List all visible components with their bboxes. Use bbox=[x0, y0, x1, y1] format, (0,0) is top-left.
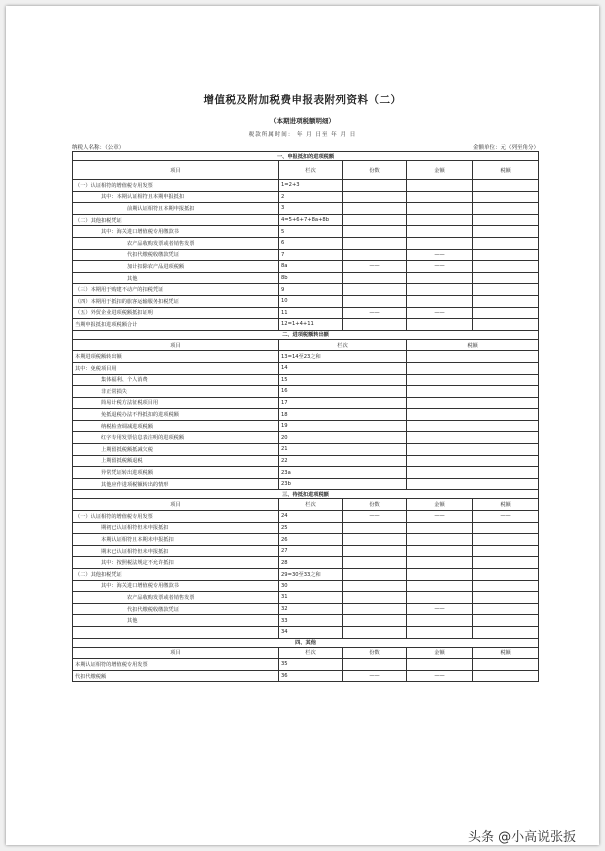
table-row bbox=[73, 284, 539, 296]
tax-cell[interactable] bbox=[473, 615, 539, 627]
count-cell[interactable] bbox=[343, 592, 407, 604]
count-cell[interactable] bbox=[343, 522, 407, 534]
tax-cell[interactable] bbox=[473, 226, 539, 238]
row-label: 简易计税方法征税项目用 bbox=[73, 397, 279, 409]
table-row bbox=[73, 180, 539, 192]
tax-period: 税款所属时间： 年 月 日至 年 月 日 bbox=[248, 132, 357, 138]
table-row bbox=[73, 237, 539, 249]
tax-cell[interactable] bbox=[407, 409, 539, 421]
tax-cell[interactable] bbox=[473, 203, 539, 215]
amount-cell[interactable] bbox=[407, 557, 473, 569]
amount-cell[interactable] bbox=[407, 237, 473, 249]
amount-cell[interactable] bbox=[407, 534, 473, 546]
table-row bbox=[73, 670, 539, 682]
table-row bbox=[73, 420, 539, 432]
tax-cell[interactable] bbox=[473, 180, 539, 192]
header-tax: 税额 bbox=[407, 339, 539, 351]
table-row bbox=[73, 659, 539, 671]
table-row bbox=[73, 626, 539, 638]
form-title: 增值税及附加税费申报表附列资料（二） bbox=[203, 94, 402, 106]
amount-cell[interactable] bbox=[407, 626, 473, 638]
count-cell[interactable] bbox=[343, 545, 407, 557]
count-cell[interactable] bbox=[343, 626, 407, 638]
row-label: 红字专用发票信息表注明的进项税额 bbox=[73, 432, 279, 444]
count-cell[interactable] bbox=[343, 557, 407, 569]
tax-cell[interactable] bbox=[473, 249, 539, 261]
row-label: 其他 bbox=[73, 272, 279, 284]
tax-cell[interactable] bbox=[473, 214, 539, 226]
row-line: 12=1+4+11 bbox=[279, 319, 343, 331]
row-line: 5 bbox=[279, 226, 343, 238]
row-line: 23a bbox=[279, 467, 407, 479]
row-line: 27 bbox=[279, 545, 343, 557]
row-label: 其中：按照税法规定不允许抵扣 bbox=[73, 557, 279, 569]
row-line: 4=5+6+7+8a+8b bbox=[279, 214, 343, 226]
tax-cell[interactable] bbox=[473, 295, 539, 307]
tax-cell[interactable] bbox=[473, 670, 539, 682]
row-label: 代扣代缴税收缴款凭证 bbox=[73, 249, 279, 261]
header-line: 栏次 bbox=[279, 161, 343, 180]
amount-na-cell: —— bbox=[407, 511, 473, 523]
row-line: 22 bbox=[279, 455, 407, 467]
tax-cell[interactable] bbox=[473, 603, 539, 615]
table-row bbox=[73, 603, 539, 615]
amount-cell[interactable] bbox=[407, 659, 473, 671]
amount-cell[interactable] bbox=[407, 319, 473, 331]
row-label: 本期认证相符的增值税专用发票 bbox=[73, 659, 279, 671]
row-line: 18 bbox=[279, 409, 407, 421]
row-line: 15 bbox=[279, 374, 407, 386]
header-item: 项目 bbox=[73, 161, 279, 180]
row-label: 代扣代缴税额 bbox=[73, 670, 279, 682]
table-row bbox=[73, 522, 539, 534]
table-row bbox=[73, 397, 539, 409]
table-row bbox=[73, 534, 539, 546]
tax-cell[interactable] bbox=[407, 386, 539, 398]
table-row bbox=[73, 362, 539, 374]
row-line: 26 bbox=[279, 534, 343, 546]
tax-cell[interactable] bbox=[473, 626, 539, 638]
row-line: 13=14至23之和 bbox=[279, 351, 407, 363]
table-row bbox=[73, 351, 539, 363]
tax-cell[interactable] bbox=[407, 432, 539, 444]
header-amount: 金额 bbox=[407, 647, 473, 659]
table-row bbox=[73, 409, 539, 421]
header-amount: 金额 bbox=[407, 499, 473, 511]
table-row bbox=[73, 569, 539, 581]
row-line: 32 bbox=[279, 603, 343, 615]
row-label: 其他 bbox=[73, 615, 279, 627]
count-cell[interactable] bbox=[343, 569, 407, 581]
header-amount: 金额 bbox=[407, 161, 473, 180]
row-label: 上期留抵税额抵减欠税 bbox=[73, 444, 279, 456]
table-header-row bbox=[73, 339, 539, 351]
row-line: 19 bbox=[279, 420, 407, 432]
amount-cell[interactable] bbox=[407, 203, 473, 215]
row-line: 30 bbox=[279, 580, 343, 592]
amount-cell[interactable] bbox=[407, 592, 473, 604]
header-count: 份数 bbox=[343, 161, 407, 180]
tax-cell[interactable] bbox=[473, 319, 539, 331]
header-item: 项目 bbox=[73, 499, 279, 511]
table-row bbox=[73, 615, 539, 627]
section-title: 四、其他 bbox=[73, 638, 539, 647]
taxpayer-name-label: 纳税人名称：（公章） bbox=[72, 145, 125, 151]
count-cell[interactable] bbox=[343, 180, 407, 192]
count-cell[interactable] bbox=[343, 534, 407, 546]
amount-cell[interactable] bbox=[407, 522, 473, 534]
count-cell[interactable] bbox=[343, 203, 407, 215]
amount-na-cell: —— bbox=[407, 249, 473, 261]
tax-cell[interactable] bbox=[473, 237, 539, 249]
amount-cell[interactable] bbox=[407, 545, 473, 557]
row-line: 7 bbox=[279, 249, 343, 261]
row-label: （一）认证相符的增值税专用发票 bbox=[73, 511, 279, 523]
row-label: 前期认证相符且本期申报抵扣 bbox=[73, 203, 279, 215]
table-row bbox=[73, 478, 539, 490]
document-page bbox=[6, 6, 599, 845]
amount-cell[interactable] bbox=[407, 226, 473, 238]
tax-cell[interactable] bbox=[473, 522, 539, 534]
table-row bbox=[73, 580, 539, 592]
table-row bbox=[73, 249, 539, 261]
header-tax: 税额 bbox=[473, 161, 539, 180]
tax-cell[interactable] bbox=[473, 580, 539, 592]
amount-unit-label: 金额单位：元（列至角分） bbox=[472, 145, 539, 151]
row-label: 免抵退税办法不得抵扣的进项税额 bbox=[73, 409, 279, 421]
row-label: （二）其他扣税凭证 bbox=[73, 214, 279, 226]
amount-na-cell: —— bbox=[407, 603, 473, 615]
row-line: 24 bbox=[279, 511, 343, 523]
header-count: 份数 bbox=[343, 647, 407, 659]
row-line: 6 bbox=[279, 237, 343, 249]
count-cell[interactable] bbox=[343, 603, 407, 615]
tax-cell[interactable] bbox=[473, 284, 539, 296]
tax-cell[interactable] bbox=[473, 592, 539, 604]
amount-cell[interactable] bbox=[407, 214, 473, 226]
tax-cell[interactable] bbox=[407, 374, 539, 386]
count-cell[interactable] bbox=[343, 295, 407, 307]
row-label: （二）其他扣税凭证 bbox=[73, 569, 279, 581]
row-line: 31 bbox=[279, 592, 343, 604]
row-line: 17 bbox=[279, 397, 407, 409]
row-label: 上期留抵税额退税 bbox=[73, 455, 279, 467]
tax-cell[interactable] bbox=[473, 659, 539, 671]
row-label: 纳税检查调减进项税额 bbox=[73, 420, 279, 432]
tax-cell[interactable] bbox=[473, 534, 539, 546]
table-row bbox=[73, 444, 539, 456]
row-line: 8b bbox=[279, 272, 343, 284]
row-label: 集体福利、个人消费 bbox=[73, 374, 279, 386]
amount-cell[interactable] bbox=[407, 295, 473, 307]
table-row bbox=[73, 467, 539, 479]
row-line: 23b bbox=[279, 478, 407, 490]
row-line: 20 bbox=[279, 432, 407, 444]
table-row bbox=[73, 592, 539, 604]
table-row bbox=[73, 203, 539, 215]
section-header bbox=[73, 330, 539, 339]
amount-cell[interactable] bbox=[407, 580, 473, 592]
table-row bbox=[73, 191, 539, 203]
table-row bbox=[73, 261, 539, 273]
row-label: 其中：本期认证相符且本期申报抵扣 bbox=[73, 191, 279, 203]
row-line: 21 bbox=[279, 444, 407, 456]
table-header-row bbox=[73, 647, 539, 659]
count-cell[interactable] bbox=[343, 659, 407, 671]
table-row bbox=[73, 226, 539, 238]
table-row bbox=[73, 545, 539, 557]
row-label: 本期认证相符且本期未申报抵扣 bbox=[73, 534, 279, 546]
row-line: 28 bbox=[279, 557, 343, 569]
table-row bbox=[73, 295, 539, 307]
amount-cell[interactable] bbox=[407, 569, 473, 581]
tax-cell[interactable] bbox=[407, 467, 539, 479]
row-line: 1=2+3 bbox=[279, 180, 343, 192]
header-line: 栏次 bbox=[279, 647, 343, 659]
count-na-cell: —— bbox=[343, 670, 407, 682]
count-cell[interactable] bbox=[343, 615, 407, 627]
row-label: （五）外贸企业进项税额抵扣证明 bbox=[73, 307, 279, 319]
row-label: （四）本期用于抵扣的旅客运输服务扣税凭证 bbox=[73, 295, 279, 307]
tax-cell[interactable] bbox=[407, 351, 539, 363]
header-tax: 税额 bbox=[473, 647, 539, 659]
count-cell[interactable] bbox=[343, 284, 407, 296]
tax-cell[interactable] bbox=[407, 420, 539, 432]
row-label: 其他应作进项税额转出的情形 bbox=[73, 478, 279, 490]
row-label: 加计扣除农产品进项税额 bbox=[73, 261, 279, 273]
count-na-cell: —— bbox=[343, 261, 407, 273]
input-tax-table bbox=[72, 151, 539, 682]
tax-cell[interactable] bbox=[473, 545, 539, 557]
count-cell[interactable] bbox=[343, 226, 407, 238]
count-cell[interactable] bbox=[343, 249, 407, 261]
table-row bbox=[73, 307, 539, 319]
count-na-cell: —— bbox=[343, 511, 407, 523]
row-label: 非正常损失 bbox=[73, 386, 279, 398]
amount-cell[interactable] bbox=[407, 615, 473, 627]
row-label: 代扣代缴税收缴款凭证 bbox=[73, 603, 279, 615]
row-line: 9 bbox=[279, 284, 343, 296]
row-line: 34 bbox=[279, 626, 343, 638]
row-line: 36 bbox=[279, 670, 343, 682]
count-cell[interactable] bbox=[343, 191, 407, 203]
table-header-row bbox=[73, 499, 539, 511]
row-label: 期初已认证相符但未申报抵扣 bbox=[73, 522, 279, 534]
tax-na-cell: —— bbox=[473, 511, 539, 523]
table-row bbox=[73, 272, 539, 284]
tax-cell[interactable] bbox=[407, 397, 539, 409]
table-row bbox=[73, 374, 539, 386]
table-row bbox=[73, 319, 539, 331]
row-label: 异常凭证转出进项税额 bbox=[73, 467, 279, 479]
count-na-cell: —— bbox=[343, 307, 407, 319]
section-title: 二、进项税额转出额 bbox=[73, 330, 539, 339]
row-line: 29=30至33之和 bbox=[279, 569, 343, 581]
tax-cell[interactable] bbox=[473, 307, 539, 319]
amount-cell[interactable] bbox=[407, 191, 473, 203]
count-cell[interactable] bbox=[343, 580, 407, 592]
row-line: 25 bbox=[279, 522, 343, 534]
row-label: 本期进项税额转出额 bbox=[73, 351, 279, 363]
row-line: 8a bbox=[279, 261, 343, 273]
tax-cell[interactable] bbox=[407, 478, 539, 490]
tax-cell[interactable] bbox=[407, 362, 539, 374]
row-label: 农产品收购发票或者销售发票 bbox=[73, 237, 279, 249]
section-header bbox=[73, 152, 539, 161]
header-item: 项目 bbox=[73, 339, 279, 351]
section-header bbox=[73, 490, 539, 499]
row-line: 16 bbox=[279, 386, 407, 398]
section-title: 一、申报抵扣的进项税额 bbox=[73, 152, 539, 161]
table-row bbox=[73, 386, 539, 398]
table-row bbox=[73, 557, 539, 569]
tax-cell[interactable] bbox=[407, 455, 539, 467]
tax-cell[interactable] bbox=[473, 272, 539, 284]
amount-na-cell: —— bbox=[407, 261, 473, 273]
header-item: 项目 bbox=[73, 647, 279, 659]
row-line: 11 bbox=[279, 307, 343, 319]
header-line: 栏次 bbox=[279, 339, 407, 351]
count-cell[interactable] bbox=[343, 272, 407, 284]
header-count: 份数 bbox=[343, 499, 407, 511]
count-cell[interactable] bbox=[343, 237, 407, 249]
header-tax: 税额 bbox=[473, 499, 539, 511]
row-line: 2 bbox=[279, 191, 343, 203]
table-row bbox=[73, 511, 539, 523]
section-title: 三、待抵扣进项税额 bbox=[73, 490, 539, 499]
table-row bbox=[73, 432, 539, 444]
row-label: 其中：海关进口增值税专用缴款书 bbox=[73, 580, 279, 592]
amount-na-cell: —— bbox=[407, 307, 473, 319]
row-label bbox=[73, 626, 279, 638]
table-row bbox=[73, 455, 539, 467]
header-line: 栏次 bbox=[279, 499, 343, 511]
row-line: 33 bbox=[279, 615, 343, 627]
tax-cell[interactable] bbox=[407, 444, 539, 456]
amount-cell[interactable] bbox=[407, 180, 473, 192]
table-header-row bbox=[73, 161, 539, 180]
amount-cell[interactable] bbox=[407, 272, 473, 284]
row-line: 14 bbox=[279, 362, 407, 374]
row-line: 3 bbox=[279, 203, 343, 215]
row-line: 35 bbox=[279, 659, 343, 671]
count-cell[interactable] bbox=[343, 319, 407, 331]
table-row bbox=[73, 214, 539, 226]
section-header bbox=[73, 638, 539, 647]
tax-cell[interactable] bbox=[473, 191, 539, 203]
row-label: 其中：海关进口增值税专用缴款书 bbox=[73, 226, 279, 238]
amount-cell[interactable] bbox=[407, 284, 473, 296]
amount-na-cell: —— bbox=[407, 670, 473, 682]
count-cell[interactable] bbox=[343, 214, 407, 226]
tax-cell[interactable] bbox=[473, 261, 539, 273]
row-label: （一）认证相符的增值税专用发票 bbox=[73, 180, 279, 192]
row-label: （三）本期用于购建不动产的扣税凭证 bbox=[73, 284, 279, 296]
row-label: 当期申报抵扣进项税额合计 bbox=[73, 319, 279, 331]
row-label: 农产品收购发票或者销售发票 bbox=[73, 592, 279, 604]
row-label: 期末已认证相符但未申报抵扣 bbox=[73, 545, 279, 557]
form-subtitle: （本期进项税额明细） bbox=[270, 117, 335, 125]
watermark: 头条 @小高说张扳 bbox=[468, 830, 577, 845]
tax-cell[interactable] bbox=[473, 569, 539, 581]
row-line: 10 bbox=[279, 295, 343, 307]
tax-cell[interactable] bbox=[473, 557, 539, 569]
row-label: 其中：免税项目用 bbox=[73, 362, 279, 374]
